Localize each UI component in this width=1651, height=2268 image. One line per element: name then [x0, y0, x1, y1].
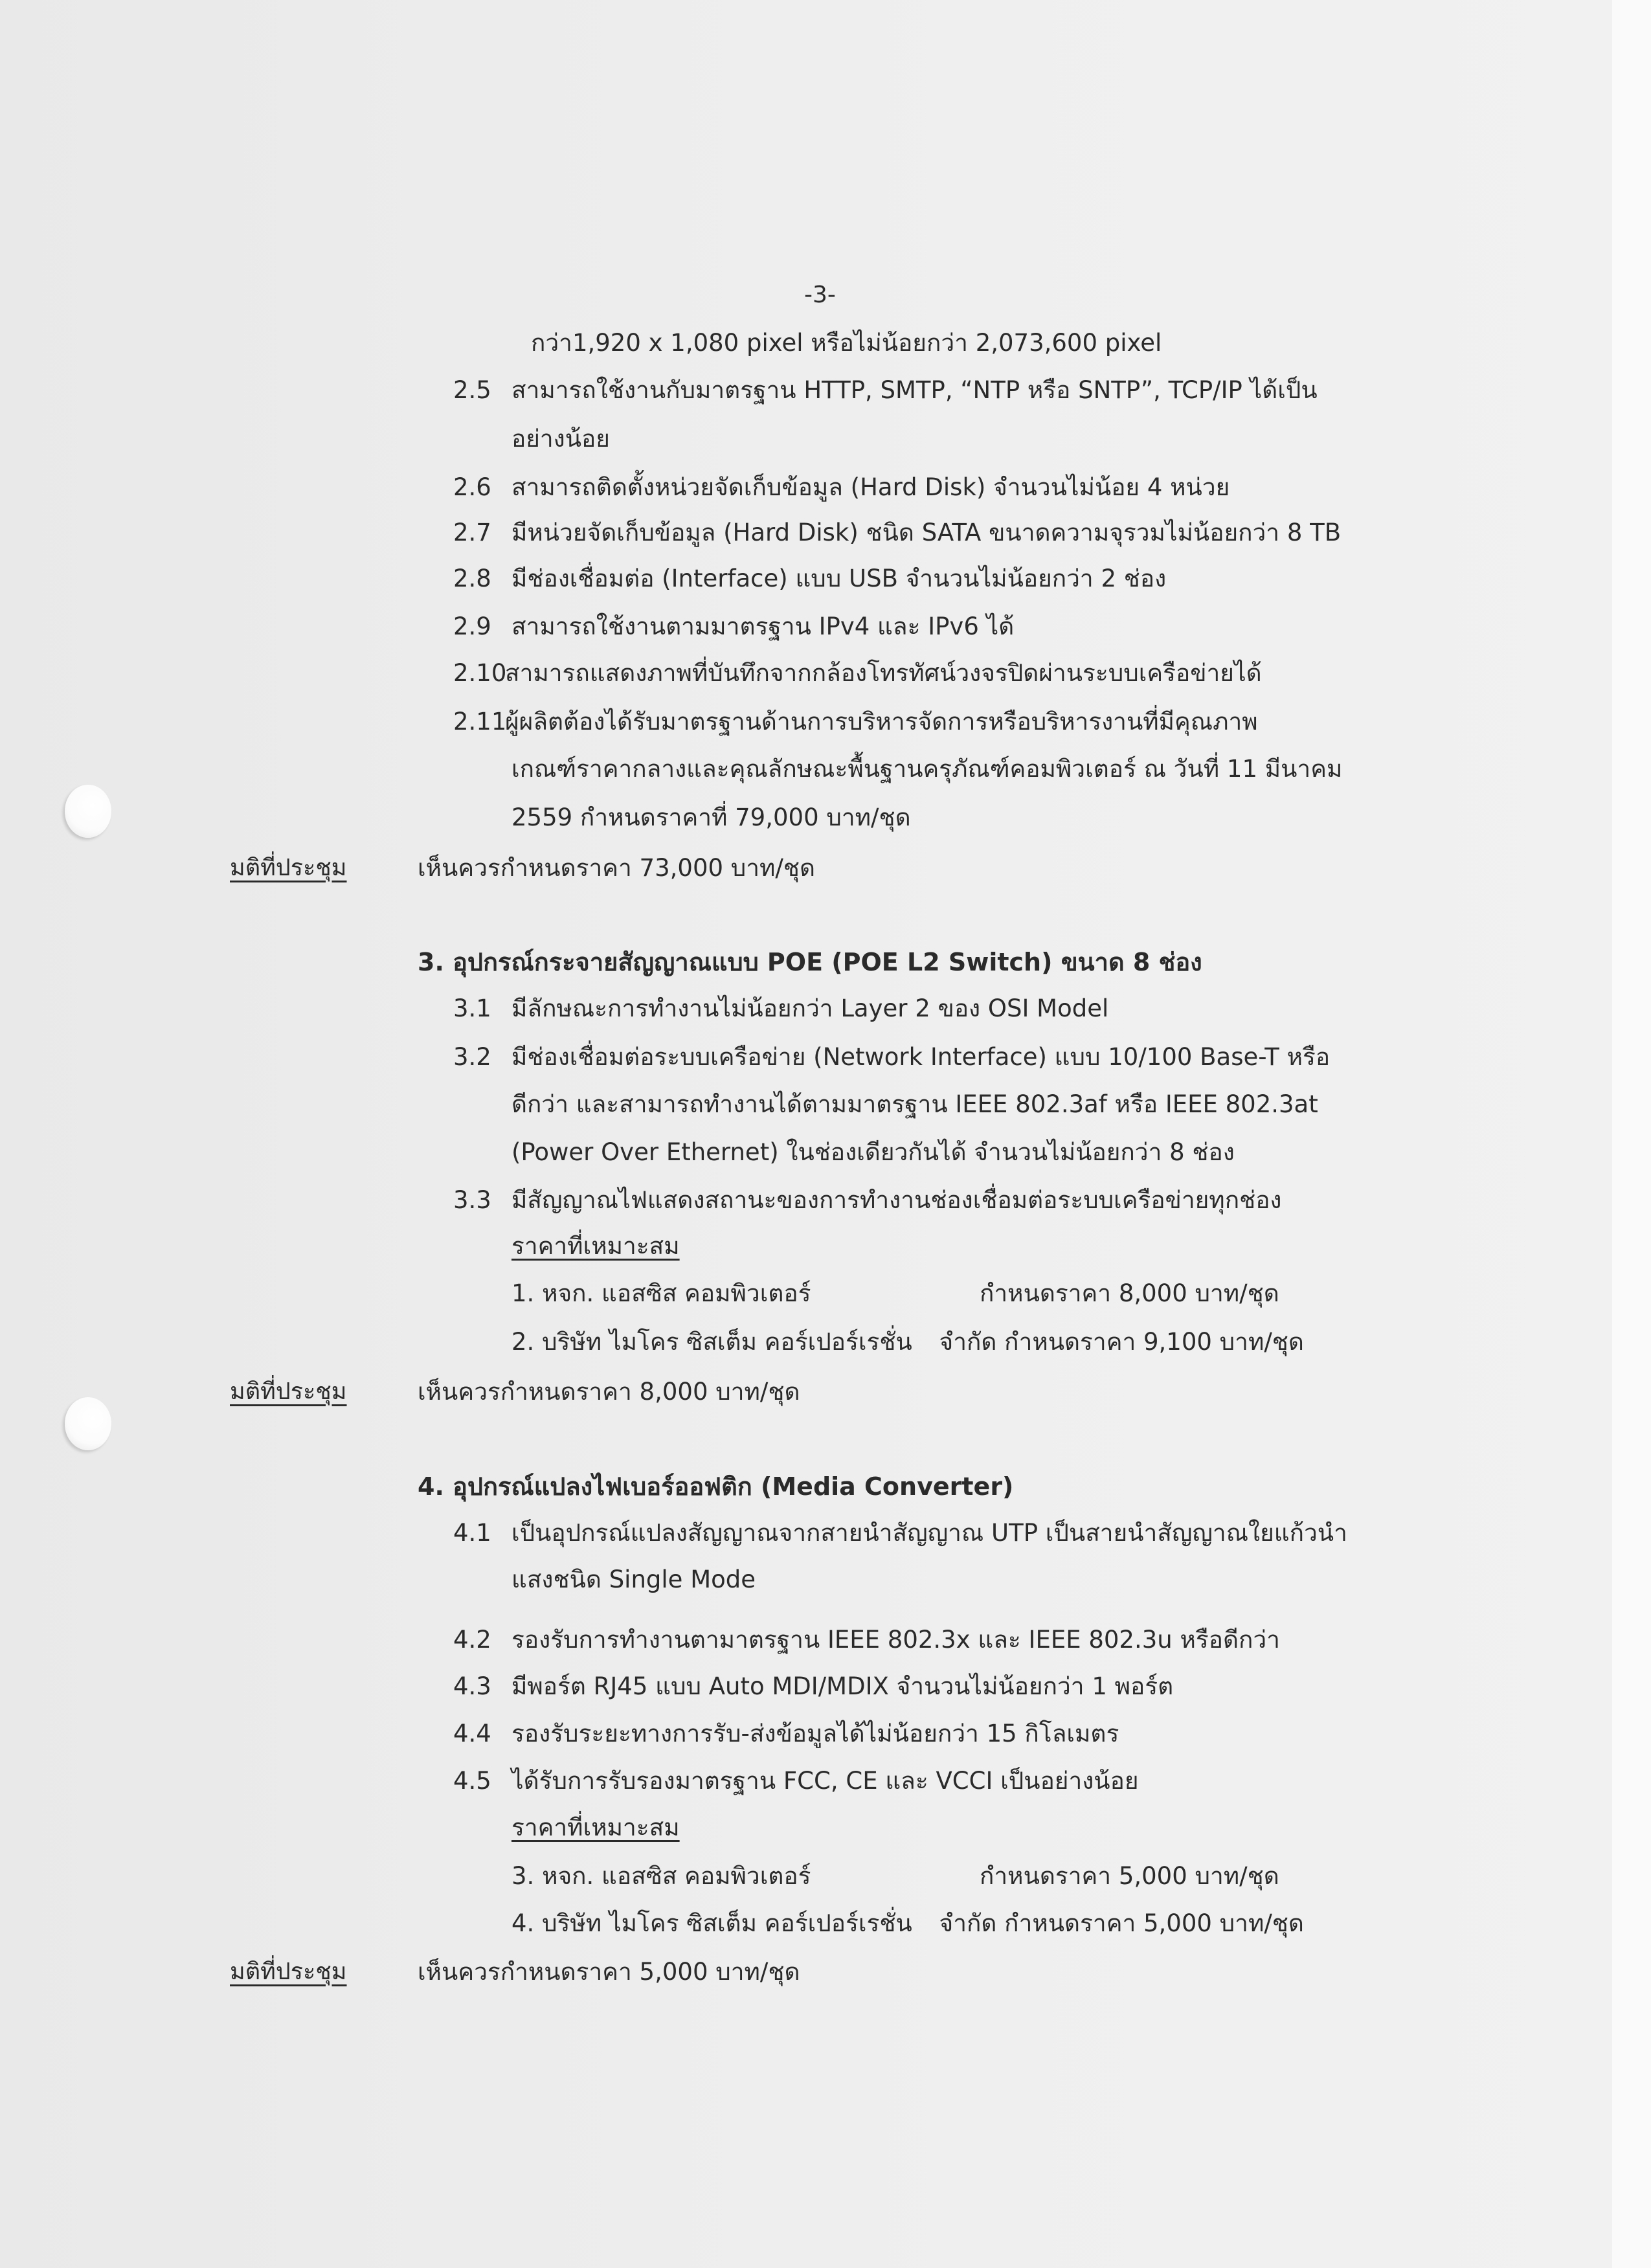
- vendor-name: 1. หจก. แอสซิส คอมพิวเตอร์: [511, 1279, 811, 1307]
- vendor-row: [511, 1858, 1340, 1894]
- resolution-text: เห็นควรกำหนดราคา 5,000 บาท/ชุด: [418, 1958, 800, 1986]
- vendor-name: 4. บริษัท ไมโคร ซิสเต็ม คอร์เปอร์เรชั่น: [511, 1909, 912, 1937]
- item-text-continued: เกณฑ์ราคากลางและคุณลักษณะพื้นฐานครุภัณฑ์คอมพิวเตอร์ ณ วันที่ 11 มีนาคม: [511, 755, 1343, 783]
- continued-line: กว่า1,920 x 1,080 pixel หรือไม่น้อยกว่า 2,073,600 pixel: [531, 329, 1162, 357]
- page-number: -3-: [804, 282, 836, 308]
- list-item: [453, 704, 1258, 740]
- list-item: [453, 991, 1108, 1027]
- item-number: 2.6: [453, 473, 491, 501]
- item-text: สามารถติดตั้งหน่วยจัดเก็บข้อมูล (Hard Disk) จำนวนไม่น้อย 4 หน่วย: [511, 473, 1230, 501]
- item-text: มีสัญญาณไฟแสดงสถานะของการทำงานช่องเชื่อมต่อระบบเครือข่ายทุกช่อง: [511, 1186, 1282, 1214]
- list-item: [453, 515, 1341, 551]
- item-text: สามารถใช้งานกับมาตรฐาน HTTP, SMTP, “NTP หรือ SNTP”, TCP/IP ได้เป็น: [511, 376, 1318, 404]
- list-item: [453, 561, 1166, 597]
- item-text-continued: ดีกว่า และสามารถทำงานได้ตามมาตรฐาน IEEE 802.3af หรือ IEEE 802.3at: [511, 1090, 1318, 1118]
- item-text: มีหน่วยจัดเก็บข้อมูล (Hard Disk) ชนิด SATA ขนาดความจุรวมไม่น้อยกว่า 8 TB: [511, 519, 1342, 546]
- item-text: มีลักษณะการทำงานไม่น้อยกว่า Layer 2 ของ OSI Model: [511, 994, 1109, 1022]
- vendor-price: กำหนดราคา 5,000 บาท/ชุด: [980, 1862, 1279, 1890]
- list-item: [453, 372, 1318, 409]
- item-text: เป็นอุปกรณ์แปลงสัญญาณจากสายนำสัญญาณ UTP เป็นสายนำสัญญาณใยแก้วนำ: [511, 1519, 1347, 1547]
- item-number: 4.2: [453, 1626, 491, 1654]
- vendor-row: [511, 1905, 1304, 1942]
- item-number: 4.1: [453, 1519, 491, 1547]
- vendor-price: จำกัด กำหนดราคา 5,000 บาท/ชุด: [939, 1909, 1304, 1937]
- punch-hole: [65, 1397, 111, 1450]
- list-item: [453, 1763, 1139, 1799]
- vendor-name: 2. บริษัท ไมโคร ซิสเต็ม คอร์เปอร์เรชั่น: [511, 1328, 912, 1356]
- vendor-price: กำหนดราคา 8,000 บาท/ชุด: [980, 1279, 1279, 1307]
- vendor-row: [511, 1275, 1340, 1312]
- resolution-label: มติที่ประชุม: [230, 1959, 347, 1985]
- list-item: [453, 1668, 1173, 1705]
- section-title: 4. อุปกรณ์แปลงไฟเบอร์ออฟติก (Media Converter): [418, 1472, 1014, 1501]
- item-text: มีช่องเชื่อมต่อระบบเครือข่าย (Network Interface) แบบ 10/100 Base-T หรือ: [511, 1043, 1331, 1071]
- list-item: [453, 1182, 1282, 1218]
- item-number: 2.11: [453, 708, 507, 735]
- vendor-price: จำกัด กำหนดราคา 9,100 บาท/ชุด: [939, 1328, 1304, 1356]
- item-number: 4.5: [453, 1767, 491, 1795]
- item-number: 2.8: [453, 565, 491, 592]
- list-item: [453, 1039, 1330, 1075]
- item-text-continued: 2559 กำหนดราคาที่ 79,000 บาท/ชุด: [511, 803, 911, 831]
- price-heading: ราคาที่เหมาะสม: [511, 1232, 680, 1260]
- resolution-text: เห็นควรกำหนดราคา 8,000 บาท/ชุด: [418, 1378, 800, 1406]
- item-text: ผู้ผลิตต้องได้รับมาตรฐานด้านการบริหารจัดการหรือบริหารงานที่มีคุณภาพ: [505, 708, 1258, 735]
- price-heading: ราคาที่เหมาะสม: [511, 1813, 680, 1841]
- resolution-text: เห็นควรกำหนดราคา 73,000 บาท/ชุด: [418, 854, 816, 882]
- item-number: 2.5: [453, 376, 491, 404]
- list-item: [453, 609, 1014, 645]
- list-item: [453, 1515, 1347, 1551]
- item-number: 2.9: [453, 612, 491, 640]
- section-title: 3. อุปกรณ์กระจายสัญญาณแบบ POE (POE L2 Switch) ขนาด 8 ช่อง: [418, 948, 1202, 976]
- punch-hole: [65, 785, 111, 838]
- item-number: 2.7: [453, 519, 491, 546]
- item-text: มีช่องเชื่อมต่อ (Interface) แบบ USB จำนวนไม่น้อยกว่า 2 ช่อง: [511, 565, 1167, 592]
- item-text: สามารถใช้งานตามมาตรฐาน IPv4 และ IPv6 ได้: [511, 612, 1015, 640]
- list-item: [453, 1716, 1119, 1752]
- list-item: [453, 469, 1230, 506]
- vendor-row: [511, 1324, 1304, 1360]
- item-number: 4.3: [453, 1672, 491, 1700]
- item-text-continued: แสงชนิด Single Mode: [511, 1566, 756, 1593]
- list-item: [453, 1622, 1280, 1658]
- list-item: [453, 655, 1262, 691]
- vendor-name: 3. หจก. แอสซิส คอมพิวเตอร์: [511, 1862, 811, 1890]
- item-text: รองรับการทำงานตามาตรฐาน IEEE 802.3x และ IEEE 802.3u หรือดีกว่า: [511, 1626, 1280, 1654]
- item-text: มีพอร์ต RJ45 แบบ Auto MDI/MDIX จำนวนไม่น้อยกว่า 1 พอร์ต: [511, 1672, 1174, 1700]
- item-text: สามารถแสดงภาพที่บันทึกจากกล้องโทรทัศน์วงจรปิดผ่านระบบเครือข่ายได้: [505, 659, 1262, 687]
- item-number: 4.4: [453, 1720, 491, 1747]
- page-edge: [1612, 0, 1651, 2268]
- item-text-continued: (Power Over Ethernet) ในช่องเดียวกันได้ จำนวนไม่น้อยกว่า 8 ช่อง: [511, 1138, 1235, 1166]
- item-text: ได้รับการรับรองมาตรฐาน FCC, CE และ VCCI เป็นอย่างน้อย: [511, 1767, 1139, 1795]
- item-text: รองรับระยะทางการรับ-ส่งข้อมูลได้ไม่น้อยกว่า 15 กิโลเมตร: [511, 1720, 1119, 1747]
- resolution-label: มติที่ประชุม: [230, 855, 347, 881]
- resolution-label: มติที่ประชุม: [230, 1378, 347, 1405]
- item-number: 3.2: [453, 1043, 491, 1071]
- item-number: 2.10: [453, 659, 507, 687]
- item-text-continued: อย่างน้อย: [511, 425, 610, 453]
- item-number: 3.1: [453, 994, 491, 1022]
- item-number: 3.3: [453, 1186, 491, 1214]
